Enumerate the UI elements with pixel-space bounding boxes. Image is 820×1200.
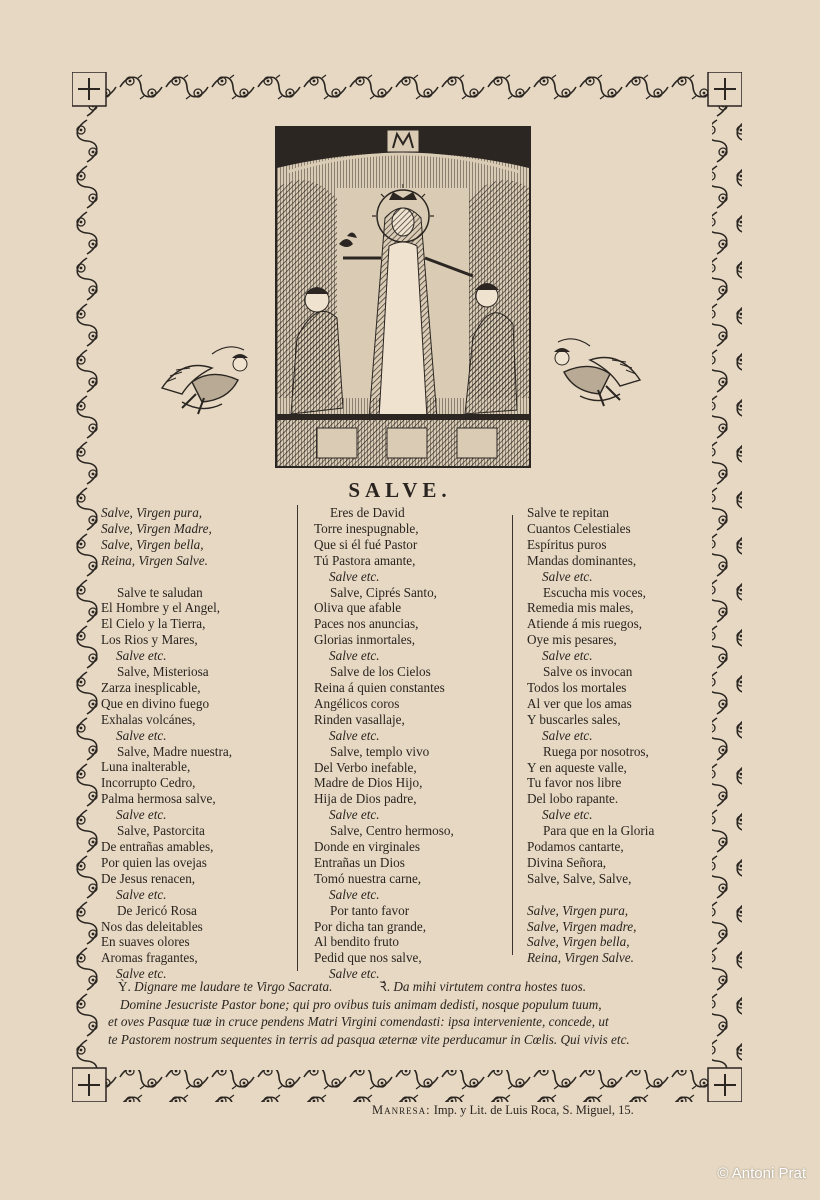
- column-divider-left: [297, 505, 298, 971]
- verse-line: Remedia mis males,: [527, 600, 634, 616]
- verse-line: Exhalas volcánes,: [101, 711, 196, 727]
- column-divider-right: [512, 515, 513, 955]
- response-mark: Ꝛ́.: [379, 979, 391, 994]
- verse-line: Por dicha tan grande,: [314, 918, 427, 934]
- prayer-line: et oves Pasquæ tuæ in cruce pendens Matri Virgini comendasti: ipsa interveniente, concede, ut: [108, 1014, 609, 1029]
- refrain-line: Salve etc.: [329, 648, 380, 664]
- verse-line: Nos das deleitables: [101, 918, 203, 934]
- verse-line: Salve, Centro hermoso,: [330, 823, 454, 839]
- stanza: [101, 585, 291, 665]
- verse-line: Salve, Salve, Salve,: [527, 870, 632, 886]
- verse-line: Reina á quien constantes: [314, 679, 445, 695]
- verse-line: Atiende á mis ruegos,: [527, 616, 642, 632]
- refrain-line: Salve etc.: [329, 807, 380, 823]
- stanza: [527, 823, 727, 887]
- prayer-line: Domine Jesucriste Pastor bone; qui pro ovibus tuis animam dedisti, nosque populum tuum,: [120, 996, 602, 1012]
- versicle-text: Dignare me laudare te Virgo Sacrata.: [134, 979, 333, 994]
- refrain-line: Salve etc.: [329, 886, 380, 902]
- verse-line: Al ver que los amas: [527, 695, 632, 711]
- stanza: [314, 585, 504, 665]
- verse-line: Para que en la Gloria: [543, 823, 655, 839]
- verse-line: Espíritus puros: [527, 536, 607, 552]
- verse-line: Oye mis pesares,: [527, 632, 617, 648]
- verse-line: Salve, Virgen pura,: [101, 505, 203, 520]
- verse-line: Donde en virginales: [314, 839, 420, 855]
- verse-line: Palma hermosa salve,: [101, 791, 216, 807]
- hymn-column-2: [314, 505, 504, 982]
- angel-right-illustration: [540, 330, 650, 410]
- verse-line: Luna inalterable,: [101, 759, 191, 775]
- verse-line: Podamos cantarte,: [527, 839, 624, 855]
- verse-line: Y en aqueste valle,: [527, 759, 627, 775]
- verse-line: Rinden vasallaje,: [314, 711, 405, 727]
- verse-line: Hija de Dios padre,: [314, 791, 417, 807]
- verse-line: Escucha mis voces,: [543, 584, 646, 600]
- hymn-column-3: [527, 505, 727, 966]
- stanza: [527, 903, 727, 967]
- verse-line: Glorias inmortales,: [314, 632, 416, 648]
- stanza: [101, 505, 291, 569]
- verse-line: Angélicos coros: [314, 695, 400, 711]
- angel-left-illustration: [152, 338, 262, 418]
- refrain-line: Salve etc.: [116, 886, 167, 902]
- prayer-line: te Pastorem nostrum sequentes in terris ad pasqua æternæ vite perducamur in Cœlis. Qui vivis etc.: [108, 1031, 630, 1047]
- verse-line: Reina, Virgen Salve.: [101, 552, 208, 568]
- verse-line: Salve te repitan: [527, 505, 610, 520]
- refrain-line: Salve etc.: [329, 966, 380, 982]
- verse-line: Del lobo rapante.: [527, 791, 619, 807]
- verse-line: Salve te saludan: [117, 584, 203, 600]
- verse-line: Incorrupto Cedro,: [101, 775, 196, 791]
- verse-line: Pedid que nos salve,: [314, 950, 422, 966]
- verse-line: Reina, Virgen Salve.: [527, 950, 634, 966]
- refrain-line: Salve etc.: [116, 727, 167, 743]
- refrain-line: Salve etc.: [542, 807, 593, 823]
- refrain-line: Salve etc.: [542, 648, 593, 664]
- verse-line: Torre inespugnable,: [314, 520, 419, 536]
- stanza-gap: [101, 569, 291, 585]
- verse-line: Aromas fragantes,: [101, 950, 198, 966]
- imprint-text: Imp. y Lit. de Luis Roca, S. Miguel, 15.: [433, 1103, 634, 1117]
- verse-line: Del Verbo inefable,: [314, 759, 417, 775]
- refrain-line: Salve etc.: [329, 568, 380, 584]
- versicle-mark: Ỳ.: [118, 979, 131, 994]
- verse-line: Eres de David: [330, 505, 405, 520]
- stanza: [101, 744, 291, 824]
- stanza: [527, 505, 727, 585]
- stanza: [314, 664, 504, 744]
- verse-line: Cuantos Celestiales: [527, 520, 631, 536]
- verse-line: De Jesus renacen,: [101, 870, 196, 886]
- verse-line: Por tanto favor: [330, 902, 410, 918]
- verse-line: Salve, Ciprés Santo,: [330, 584, 437, 600]
- verse-line: Todos los mortales: [527, 679, 627, 695]
- refrain-line: Salve etc.: [116, 966, 167, 982]
- verse-line: Que si él fué Pastor: [314, 536, 418, 552]
- verse-line: Salve, Virgen madre,: [527, 918, 637, 934]
- verse-line: Divina Señora,: [527, 854, 607, 870]
- refrain-line: Salve etc.: [542, 727, 593, 743]
- stanza-gap: [527, 887, 727, 903]
- stanza: [101, 664, 291, 744]
- verse-line: Zarza inesplicable,: [101, 679, 201, 695]
- response-text: Da mihi virtutem contra hostes tuos.: [393, 979, 587, 994]
- verse-line: Que en divino fuego: [101, 695, 210, 711]
- verse-line: Salve, Madre nuestra,: [117, 743, 232, 759]
- stanza: [314, 505, 504, 585]
- stanza: [527, 664, 727, 744]
- verse-line: Salve de los Cielos: [330, 664, 431, 680]
- verse-line: Mandas dominantes,: [527, 552, 637, 568]
- printer-imprint: [372, 1103, 634, 1118]
- verse-line: El Hombre y el Angel,: [101, 600, 221, 616]
- verse-line: Salve, Virgen bella,: [527, 934, 630, 950]
- verse-line: Entrañas un Dios: [314, 854, 405, 870]
- verse-line: De Jericó Rosa: [117, 902, 197, 918]
- verse-line: En suaves olores: [101, 934, 190, 950]
- versicle-response-line: [108, 978, 708, 996]
- stanza: [527, 585, 727, 665]
- verse-line: Salve os invocan: [543, 664, 633, 680]
- verse-line: De entrañas amables,: [101, 839, 214, 855]
- verse-line: Tú Pastora amante,: [314, 552, 416, 568]
- stanza: [101, 903, 291, 983]
- hymn-column-1: [101, 505, 291, 982]
- verse-line: Al bendito fruto: [314, 934, 399, 950]
- stanza: [314, 744, 504, 824]
- verse-line: Y buscarles sales,: [527, 711, 621, 727]
- verse-line: Salve, Virgen Madre,: [101, 520, 212, 536]
- page-title: SALVE.: [348, 478, 452, 502]
- verse-line: Salve, Virgen bella,: [101, 536, 204, 552]
- verse-line: El Cielo y la Tierra,: [101, 616, 206, 632]
- verse-line: Tu favor nos libre: [527, 775, 622, 791]
- stanza: [314, 823, 504, 903]
- verse-line: Madre de Dios Hijo,: [314, 775, 423, 791]
- verse-line: Ruega por nosotros,: [543, 743, 649, 759]
- refrain-line: Salve etc.: [542, 568, 593, 584]
- verse-line: Salve, Misteriosa: [117, 664, 209, 680]
- stanza: [101, 823, 291, 903]
- verse-line: Por quien las ovejas: [101, 854, 207, 870]
- imprint-city: Manresa:: [372, 1103, 431, 1117]
- refrain-line: Salve etc.: [329, 727, 380, 743]
- copyright-credit: © Antoni Prat: [717, 1165, 806, 1182]
- verse-line: Paces nos anuncias,: [314, 616, 419, 632]
- refrain-line: Salve etc.: [116, 648, 167, 664]
- verse-line: Salve, Virgen pura,: [527, 902, 629, 918]
- virgin-woodcut-illustration: [275, 126, 531, 468]
- verse-line: Tomó nuestra carne,: [314, 870, 422, 886]
- refrain-line: Salve etc.: [116, 807, 167, 823]
- stanza: [314, 903, 504, 983]
- verse-line: Salve, Pastorcita: [117, 823, 205, 839]
- verse-line: Salve, templo vivo: [330, 743, 430, 759]
- stanza: [527, 744, 727, 824]
- verse-line: Los Rios y Mares,: [101, 632, 198, 648]
- verse-line: Oliva que afable: [314, 600, 402, 616]
- latin-prayer: [108, 978, 708, 1048]
